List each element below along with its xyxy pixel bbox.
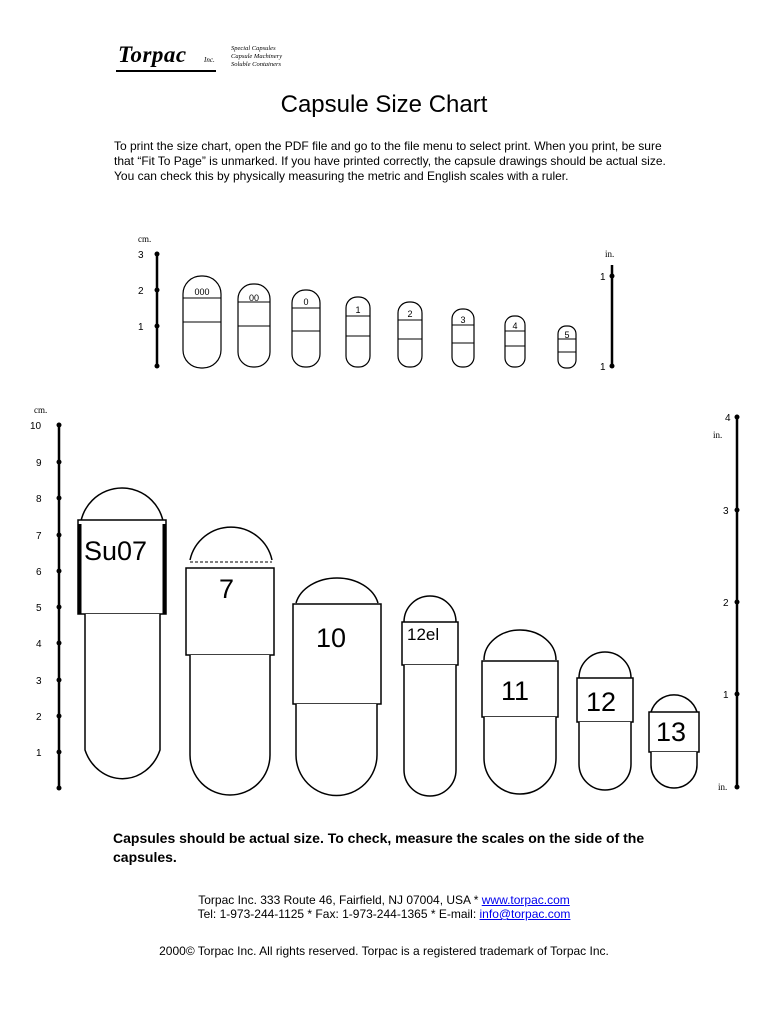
large-cm-tick: 8 [36,494,42,505]
small-capsule-00 [238,284,270,367]
contact-line-phone [0,907,768,921]
small-capsule-label: 00 [248,293,260,303]
logo-wordmark: Torpac [118,42,187,67]
small-capsule-label: 1 [355,305,361,315]
small-cm-tick: 3 [138,250,144,261]
large-in-tick: 3 [723,506,729,517]
small-capsule-label: 0 [303,297,309,307]
large-capsule-label: Su07 [84,536,148,566]
small-in-tick: 1 [600,272,606,283]
small-capsule-label: 2 [407,309,413,319]
large-capsule-11 [482,630,558,794]
large-capsule-label: 12 [586,687,617,717]
large-capsule-label: 12el [407,625,440,644]
small-capsule-chart [138,234,615,373]
email-link[interactable]: info@torpac.com [479,907,571,921]
logo-tagline: Soluble Containers [231,61,282,68]
large-cm-tick: 9 [36,458,42,469]
large-cm-tick: 10 [30,421,42,432]
large-in-tick: 4 [725,413,731,424]
large-in-tick: 2 [723,598,729,609]
phone-text: Tel: 1-973-244-1125 * Fax: 1-973-244-1365 * E-mail: [197,907,480,921]
large-cm-tick: 6 [36,567,42,578]
large-capsule-label: 11 [501,676,530,706]
size-check-note: Capsules should be actual size. To check, measure the scales on the side of the capsules. [113,830,645,865]
large-in-tick: 1 [723,690,729,701]
large-cm-tick: 7 [36,531,42,542]
large-cm-tick: 5 [36,603,42,614]
large-capsule-10 [293,578,381,796]
small-capsule-3 [452,309,474,367]
large-in-unit-top: in. [713,430,723,440]
address-text: Torpac Inc. 333 Route 46, Fairfield, NJ 07004, USA * [198,893,482,907]
large-cm-tick: 4 [36,639,42,650]
small-capsule-0 [292,290,320,367]
small-cm-tick: 2 [138,286,144,297]
small-capsule-label: 000 [194,287,210,297]
contact-line-address [0,893,768,907]
small-capsule-5 [558,326,576,368]
website-link[interactable]: www.torpac.com [481,893,570,907]
large-in-unit-bottom: in. [718,782,728,792]
large-capsule-12 [577,652,633,790]
small-capsule-000 [183,276,221,368]
intro-paragraph: To print the size chart, open the PDF file and go to the file menu to select print. When you print, be sure that “Fit To Page” is unmarked. If you have printed correctly, the capsule drawings should be actual size. You can check this by physically measuring the metric and English scales with a ruler. [114,139,666,183]
large-cm-unit: cm. [34,405,48,415]
large-cm-tick: 3 [36,676,42,687]
small-cm-unit: cm. [138,234,152,244]
small-capsule-2 [398,302,422,367]
page-title: Capsule Size Chart [280,91,488,118]
small-capsule-1 [346,297,370,367]
logo-tagline: Capsule Machinery [231,53,283,60]
large-capsule-7 [186,527,274,795]
logo-inc: Inc. [204,56,215,64]
logo-tagline: Special Capsules [231,45,276,52]
large-cm-tick: 1 [36,748,42,759]
copyright-notice: 2000© Torpac Inc. All rights reserved. Torpac is a registered trademark of Torpac Inc. [159,944,609,958]
large-capsule-12el [402,596,458,796]
large-cm-tick: 2 [36,712,42,723]
small-cm-tick: 1 [138,322,144,333]
small-in-unit: in. [605,249,615,259]
small-capsule-label: 4 [512,321,518,331]
large-capsule-chart [30,405,740,796]
large-capsule-13 [649,695,699,788]
small-capsule-label: 3 [460,315,466,325]
small-in-tick: 1 [600,362,606,373]
large-capsule-label: 7 [219,574,235,604]
small-capsule-4 [505,316,525,367]
contact-block [0,893,768,921]
large-capsule-su07 [78,488,166,779]
large-capsule-label: 13 [656,717,687,747]
large-capsule-label: 10 [316,623,347,653]
small-capsule-label: 5 [564,330,570,340]
